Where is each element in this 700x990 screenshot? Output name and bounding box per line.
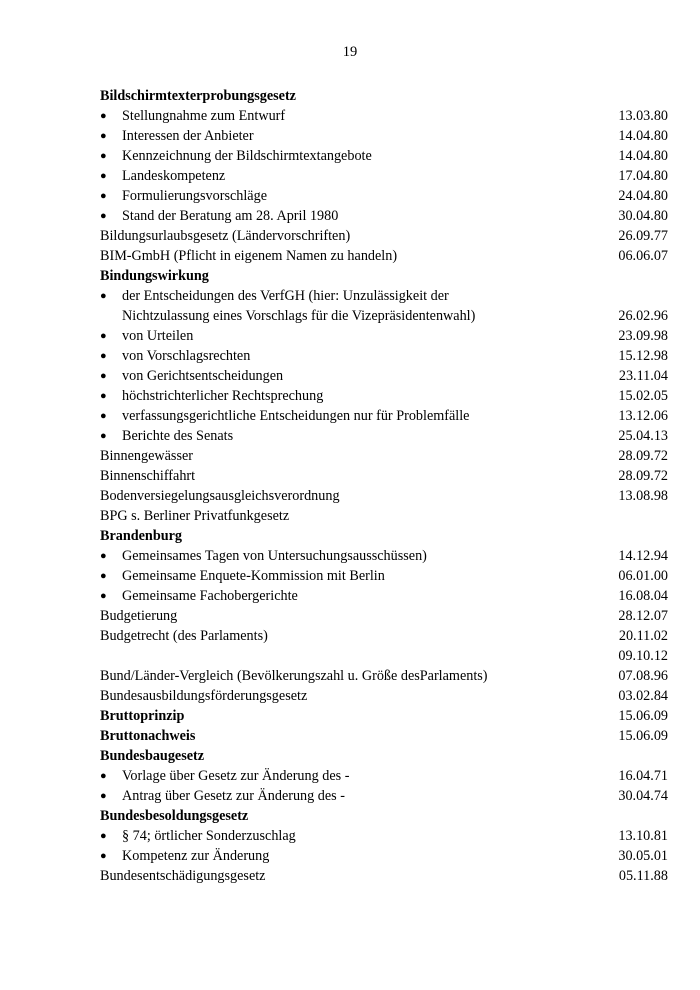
bullet-icon: ●	[100, 370, 107, 382]
index-entry	[100, 846, 668, 866]
index-heading	[100, 526, 668, 546]
entry-text: Budgetierung	[100, 608, 178, 624]
entry-text: Binnenschiffahrt	[100, 468, 196, 484]
entry-text: Bruttonachweis	[100, 728, 196, 744]
entry-text: Stellungnahme zum Entwurf	[122, 108, 286, 124]
index-entry	[100, 506, 668, 526]
entry-text: höchstrichterlicher Rechtsprechung	[122, 388, 324, 404]
entry-text: Bundesbaugesetz	[100, 748, 205, 764]
bullet-icon: ●	[100, 210, 107, 222]
entry-date: 23.09.98	[618, 328, 668, 344]
bullet-icon: ●	[100, 830, 107, 842]
index-entry	[100, 686, 668, 706]
entry-date: 30.05.01	[618, 848, 668, 864]
bullet-icon: ●	[100, 110, 107, 122]
entry-date: 16.04.71	[618, 768, 668, 784]
index-entry	[100, 126, 668, 146]
entry-date: 05.11.88	[618, 868, 668, 884]
entry-date: 15.12.98	[618, 348, 668, 364]
entry-date: 13.12.06	[618, 408, 668, 424]
entry-text: Binnengewässer	[100, 448, 193, 464]
entry-text: Kennzeichnung der Bildschirmtextangebote	[122, 148, 372, 164]
entry-date: 06.01.00	[618, 568, 668, 584]
entry-text: Gemeinsame Fachobergerichte	[122, 588, 298, 604]
index-heading	[100, 726, 668, 746]
bullet-icon: ●	[100, 570, 107, 582]
index-entry	[100, 566, 668, 586]
entry-text: Landeskompetenz	[122, 168, 226, 184]
entry-text: Bundesentschädigungsgesetz	[100, 868, 266, 884]
index-entry	[100, 186, 668, 206]
entry-text: Brandenburg	[100, 528, 182, 544]
bullet-icon: ●	[100, 850, 107, 862]
entry-date: 17.04.80	[618, 168, 668, 184]
index-heading	[100, 266, 668, 286]
entry-text: Bundesausbildungsförderungsgesetz	[100, 688, 308, 704]
entry-date: 14.12.94	[618, 548, 668, 564]
index-entry	[100, 226, 668, 246]
index-entry	[100, 586, 668, 606]
entry-text: Bodenversiegelungsausgleichsverordnung	[100, 488, 340, 504]
entry-date: 25.04.13	[618, 428, 668, 444]
index-entry	[100, 326, 668, 346]
entry-date: 13.03.80	[618, 108, 668, 124]
bullet-icon: ●	[100, 170, 107, 182]
index-entry	[100, 366, 668, 386]
entry-text: Gemeinsames Tagen von Untersuchungsausschüssen)	[122, 548, 427, 564]
entry-date: 26.09.77	[618, 228, 668, 244]
bullet-icon: ●	[100, 410, 107, 422]
bullet-icon: ●	[100, 770, 107, 782]
index-heading	[100, 806, 668, 826]
bullet-icon: ●	[100, 550, 107, 562]
index-entry	[100, 386, 668, 406]
entry-date: 14.04.80	[618, 128, 668, 144]
entry-date: 03.02.84	[618, 688, 668, 704]
index-entry	[100, 626, 668, 646]
entry-date: 26.02.96	[618, 308, 668, 324]
entry-text: Nichtzulassung eines Vorschlags für die Vizepräsidentenwahl)	[122, 308, 476, 324]
entry-date: 30.04.74	[618, 788, 668, 804]
entry-text: Kompetenz zur Änderung	[122, 848, 270, 864]
index-heading	[100, 86, 668, 106]
entry-text: Antrag über Gesetz zur Änderung des -	[122, 788, 345, 804]
index-heading	[100, 746, 668, 766]
entry-text: verfassungsgerichtliche Entscheidungen nur für Problemfälle	[122, 408, 470, 424]
entry-date: 30.04.80	[618, 208, 668, 224]
bullet-icon: ●	[100, 350, 107, 362]
entry-date: 23.11.04	[618, 368, 668, 384]
bullet-icon: ●	[100, 790, 107, 802]
entry-text: Berichte des Senats	[122, 428, 234, 444]
entry-date: 15.06.09	[618, 728, 668, 744]
entry-text: der Entscheidungen des VerfGH (hier: Unzulässigkeit der	[122, 288, 449, 304]
entry-text: Formulierungsvorschläge	[122, 188, 267, 204]
entry-date: 20.11.02	[618, 628, 668, 644]
index-entry	[100, 166, 668, 186]
index-entry	[100, 666, 668, 686]
entry-text: Stand der Beratung am 28. April 1980	[122, 208, 339, 224]
entry-date: 28.09.72	[618, 468, 668, 484]
index-entry	[100, 646, 668, 666]
bullet-icon: ●	[100, 190, 107, 202]
index-list	[100, 86, 668, 886]
entry-text: BPG s. Berliner Privatfunkgesetz	[100, 508, 290, 524]
entry-text: Bruttoprinzip	[100, 708, 185, 724]
index-entry	[100, 426, 668, 446]
page-number: 19	[342, 44, 358, 60]
entry-date: 15.02.05	[618, 388, 668, 404]
bullet-icon: ●	[100, 150, 107, 162]
index-entry	[100, 606, 668, 626]
index-entry	[100, 406, 668, 426]
bullet-icon: ●	[100, 430, 107, 442]
entry-text: Bundesbesoldungsgesetz	[100, 808, 249, 824]
entry-date: 13.10.81	[618, 828, 668, 844]
entry-text: § 74; örtlicher Sonderzuschlag	[122, 828, 296, 844]
entry-text: von Gerichtsentscheidungen	[122, 368, 284, 384]
index-entry	[100, 786, 668, 806]
bullet-icon: ●	[100, 330, 107, 342]
entry-text: von Urteilen	[122, 328, 194, 344]
entry-text: Bildungsurlaubsgesetz (Ländervorschriften)	[100, 228, 351, 244]
bullet-icon: ●	[100, 590, 107, 602]
entry-date: 13.08.98	[618, 488, 668, 504]
index-entry	[100, 246, 668, 266]
entry-date: 28.09.72	[618, 448, 668, 464]
index-entry	[100, 346, 668, 366]
entry-date: 15.06.09	[618, 708, 668, 724]
entry-date: 06.06.07	[618, 248, 668, 264]
index-entry	[100, 546, 668, 566]
entry-text: Gemeinsame Enquete-Kommission mit Berlin	[122, 568, 385, 584]
entry-date: 24.04.80	[618, 188, 668, 204]
index-entry	[100, 866, 668, 886]
index-entry	[100, 286, 668, 306]
index-entry	[100, 486, 668, 506]
index-entry	[100, 206, 668, 226]
index-entry	[100, 106, 668, 126]
bullet-icon: ●	[100, 390, 107, 402]
index-entry	[100, 826, 668, 846]
entry-text: Budgetrecht (des Parlaments)	[100, 628, 268, 644]
index-entry	[100, 306, 668, 326]
entry-text: Vorlage über Gesetz zur Änderung des -	[122, 768, 350, 784]
entry-text: Interessen der Anbieter	[122, 128, 254, 144]
index-entry	[100, 446, 668, 466]
entry-date: 09.10.12	[618, 648, 668, 664]
entry-text: Bund/Länder-Vergleich (Bevölkerungszahl u. Größe desParlaments)	[100, 668, 488, 684]
bullet-icon: ●	[100, 290, 107, 302]
index-entry	[100, 466, 668, 486]
entry-date: 28.12.07	[618, 608, 668, 624]
entry-text: Bildschirmtexterprobungsgesetz	[100, 88, 296, 104]
index-heading	[100, 706, 668, 726]
index-entry	[100, 146, 668, 166]
entry-date: 14.04.80	[618, 148, 668, 164]
entry-date: 07.08.96	[618, 668, 668, 684]
entry-date: 16.08.04	[618, 588, 668, 604]
entry-text: von Vorschlagsrechten	[122, 348, 251, 364]
entry-text: Bindungswirkung	[100, 268, 209, 284]
entry-text: BIM-GmbH (Pflicht in eigenem Namen zu handeln)	[100, 248, 398, 264]
index-entry	[100, 766, 668, 786]
bullet-icon: ●	[100, 130, 107, 142]
